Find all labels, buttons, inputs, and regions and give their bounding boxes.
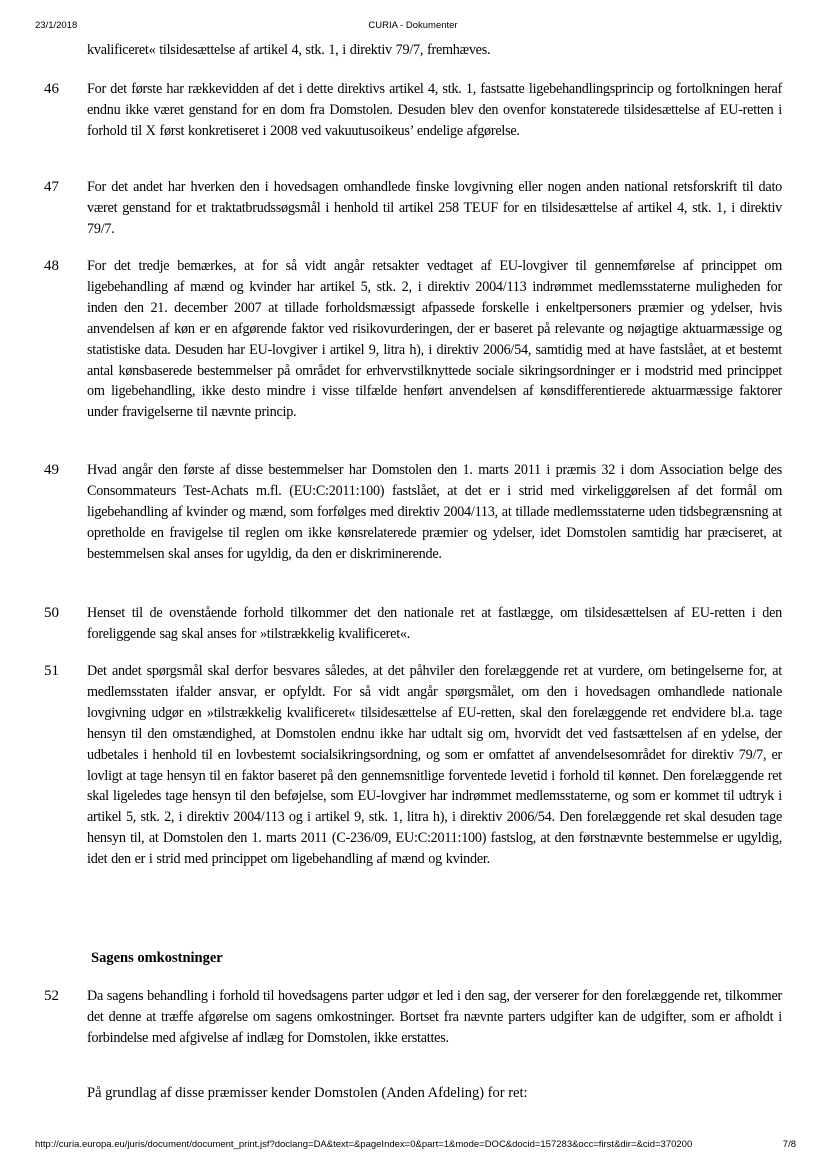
header-date: 23/1/2018 [35, 20, 78, 31]
paragraph-number: 48 [44, 258, 59, 274]
footer-page-number: 7/8 [782, 1139, 796, 1150]
lead-line: kvalificeret« tilsidesættelse af artikel 4, stk. 1, i direktiv 79/7, fremhæves. [87, 42, 491, 58]
paragraph-text: Hvad angår den første af disse bestemmelser har Domstolen den 1. marts 2011 i præmis 32 i dom Association belge des Consommateurs Test-Achats m.fl. (EU:C:2011:100) fastslået, at det er i strid med virkeliggørelsen af det formål om ligebehandling af kvinder og mænd, som forfølges med direktiv 2004/113, at tillade medlemsstaterne uden tidsbegrænsning at opretholde en fravigelse til reglen om ikke kønsrelaterede præmier og ydelser, idet Domstolen samtidig har præciseret, at bestemmelsen skal anses for ugyldig, da den er diskriminerende. [87, 462, 782, 562]
paragraph-text: For det tredje bemærkes, at for så vidt angår retsakter vedtaget af EU-lovgiver til gennemførelse af princippet om ligebehandling af mænd og kvinder har artikel 5, stk. 2, i direktiv 2004/113 indrømmet medlemsstaterne muligheden for inden den 21. december 2007 at tillade forholdsmæssigt afpassede forskelle i enkeltpersoners præmier og ydelser, hvis anvendelsen af køn er en afgørende faktor ved risikovurderingen, der er baseret på relevante og nøjagtige aktuarmæssige og statistiske data. Desuden har EU-lovgiver i artikel 9, litra h), i direktiv 2006/54, samtidig med at have fastslået, at et bestemt antal kønsbaserede bestemmelser på området for erhvervstilknyttede sociale sikringsordninger er i modstrid med princippet om ligebehandling, ikke desto mindre i visse tilfælde henført anvendelsen af kønsdifferentierede aktuarmæssige faktorer under fravigelserne til nævnte princip. [87, 258, 782, 421]
paragraph-number: 49 [44, 462, 59, 478]
paragraph-text: For det andet har hverken den i hovedsagen omhandlede finske lovgivning eller nogen anden national retsforskrift til dato været genstand for et traktatbrudssøgsmål i henhold til artikel 258 TEUF for en tilsidesættelse af artikel 4, stk. 1, i direktiv 79/7. [87, 179, 782, 237]
section-heading: Sagens omkostninger [91, 950, 223, 966]
paragraph-number: 51 [44, 663, 59, 679]
paragraph-text: Da sagens behandling i forhold til hovedsagens parter udgør et led i den sag, der verserer for den forelæggende ret, tilkommer det denne at træffe afgørelse om sagens omkostninger. Bortset fra nævnte parters udgifter kan de udgifter, som er afholdt i forbindelse med afgivelse af indlæg for Domstolen, ikke erstattes. [87, 988, 782, 1046]
paragraph-number: 47 [44, 179, 59, 195]
header-title: CURIA - Dokumenter [368, 20, 458, 31]
paragraph-text: Henset til de ovenstående forhold tilkommer det den nationale ret at fastlægge, om tilsidesættelsen af EU-retten i den foreliggende sag skal anses for »tilstrækkelig kvalificeret«. [87, 605, 782, 642]
closing-line: På grundlag af disse præmisser kender Domstolen (Anden Afdeling) for ret: [87, 1085, 528, 1101]
footer-url: http://curia.europa.eu/juris/document/document_print.jsf?doclang=DA&text=&pageIndex=0&part=1&mode=DOC&docid=157283&occ=first&dir=&cid=370200 [35, 1139, 693, 1150]
paragraph-number: 52 [44, 988, 59, 1004]
paragraph-number: 50 [44, 605, 59, 621]
paragraph-text: Det andet spørgsmål skal derfor besvares således, at det påhviler den forelæggende ret at vurdere, om betingelserne for, at medlemsstaten ifalder ansvar, er opfyldt. For så vidt angår spørgsmålet, om den i hovedsagen omhandlede nationale lovgivning udgør en »tilstrækkelig kvalificeret« tilsidesættelse af EU-retten, skal den forelæggende ret endvidere bl.a. tage hensyn til den omstændighed, at Domstolen endnu ikke har udtalt sig om, hvorvidt det ved fastsættelsen af en ydelse, der udbetales i henhold til en lovbestemt socialsikringsordning, og som er omfattet af anvendelsesområdet for direktiv 79/7, er lovligt at tage hensyn til en faktor baseret på den gennemsnitlige forventede levetid i forhold til kønnet. Den forelæggende ret skal ligeledes tage hensyn til den beføjelse, som EU-lovgiver har indrømmet medlemsstaterne, og som er kommet til udtryk i artikel 5, stk. 2, i direktiv 2004/113 og i artikel 9, stk. 1, litra h), i direktiv 2006/54. Den forelæggende ret skal desuden tage hensyn til, at Domstolen den 1. marts 2011 (C-236/09, EU:C:2011:100) fastslog, at den førstnævnte bestemmelse er ugyldig, idet den er i strid med princippet om ligebehandling af mænd og kvinder. [87, 663, 782, 868]
paragraph-number: 46 [44, 81, 59, 97]
paragraph-text: For det første har rækkevidden af det i dette direktivs artikel 4, stk. 1, fastsatte ligebehandlingsprincip og fortolkningen heraf endnu ikke været genstand for en dom fra Domstolen. Desuden blev den ovenfor konstaterede tilsidesættelse af EU-retten i forhold til X først konkretiseret i 2008 ved vakuutusoikeus’ endelige afgørelse. [87, 81, 782, 139]
